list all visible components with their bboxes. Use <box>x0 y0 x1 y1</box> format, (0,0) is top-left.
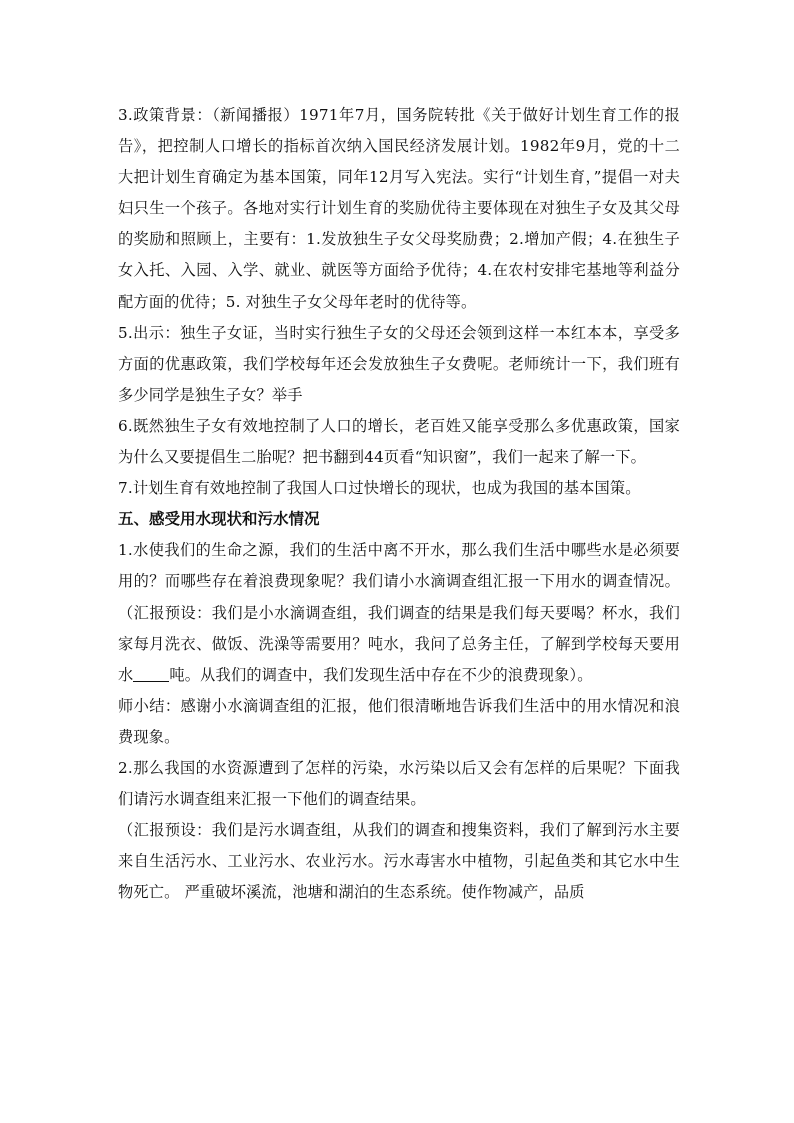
paragraph-national-policy: 7.计划生育有效地控制了我国人口过快增长的现状，也成为我国的基本国策。 <box>118 479 641 498</box>
paragraph-teacher-summary: 师小结：感谢小水滴调查组的汇报，他们很清晰地告诉我们生活中的用水情况和浪费现象。 <box>118 696 680 746</box>
paragraph-water-survey <box>118 535 680 690</box>
section-heading-water: 五、感受用水现状和污水情况 <box>118 510 320 529</box>
paragraph-pollution-question: 2.那么我国的水资源遭到了怎样的污染，水污染以后又会有怎样的后果呢？下面我们请污水调查组来汇报一下他们的调查结果。 <box>118 758 680 809</box>
water-survey-tail: 吨。从我们的调查中，我们发现生活中存在不少的浪费现象）。 <box>169 665 593 684</box>
paragraph-certificate: 5.出示：独生子女证，当时实行独生子女的父母还会领到这样一本红本本，享受多方面的优惠政策，我们学校每年还会发放独生子女费呢。老师统计一下，我们班有多少同学是独生子女？举手 <box>118 323 680 404</box>
paragraph-policy-background: 3.政策背景：（新闻播报）1971年7月，国务院转批《关于做好计划生育工作的报告》，把控制人口增长的指标首次纳入国民经济发展计划。1982年9月，党的十二大把计划生育确定为基本国策，同年12月写入宪法。实行“计划生育，”提倡一对夫妇只生一个孩子。各地对实行计划生育的奖励优待主要体现在对独生子女及其父母的奖励和照顾上，主要有：1.发放独生子女父母奖励费；2.增加产假；4.在独生子女入托、入园、入学、就业、就医等方面给予优待；4.在农村安排宅基地等利益分配方面的优待；5. 对独生子女父母年老时的优待等。 <box>118 106 680 311</box>
water-survey-text: 1.水使我们的生命之源，我们的生活中离不开水，那么我们生活中哪些水是必须要用的？而哪些存在着浪费现象呢？我们请小水滴调查组汇报一下用水的调查情况。（汇报预设：我们是小水滴调查组，我们调查的结果是我们每天要喝？杯水，我们家每月洗衣、做饭、洗澡等需要用？吨水，我问了总务主任，了解到学校每天要用水 <box>118 541 680 684</box>
paragraph-pollution-report: （汇报预设：我们是污水调查组，从我们的调查和搜集资料，我们了解到污水主要来自生活污水、工业污水、农业污水。污水毒害水中植物，引起鱼类和其它水中生物死亡。 严重破坏溪流，池塘和湖泊的生态系统。使作物减产，品质 <box>118 821 680 902</box>
paragraph-second-child: 6.既然独生子女有效地控制了人口的增长，老百姓又能享受那么多优惠政策，国家为什么又要提倡生二胎呢？把书翻到44页看“知识窗”，我们一起来了解一下。 <box>118 416 680 467</box>
document-page <box>118 100 680 908</box>
fill-in-blank <box>133 667 169 682</box>
